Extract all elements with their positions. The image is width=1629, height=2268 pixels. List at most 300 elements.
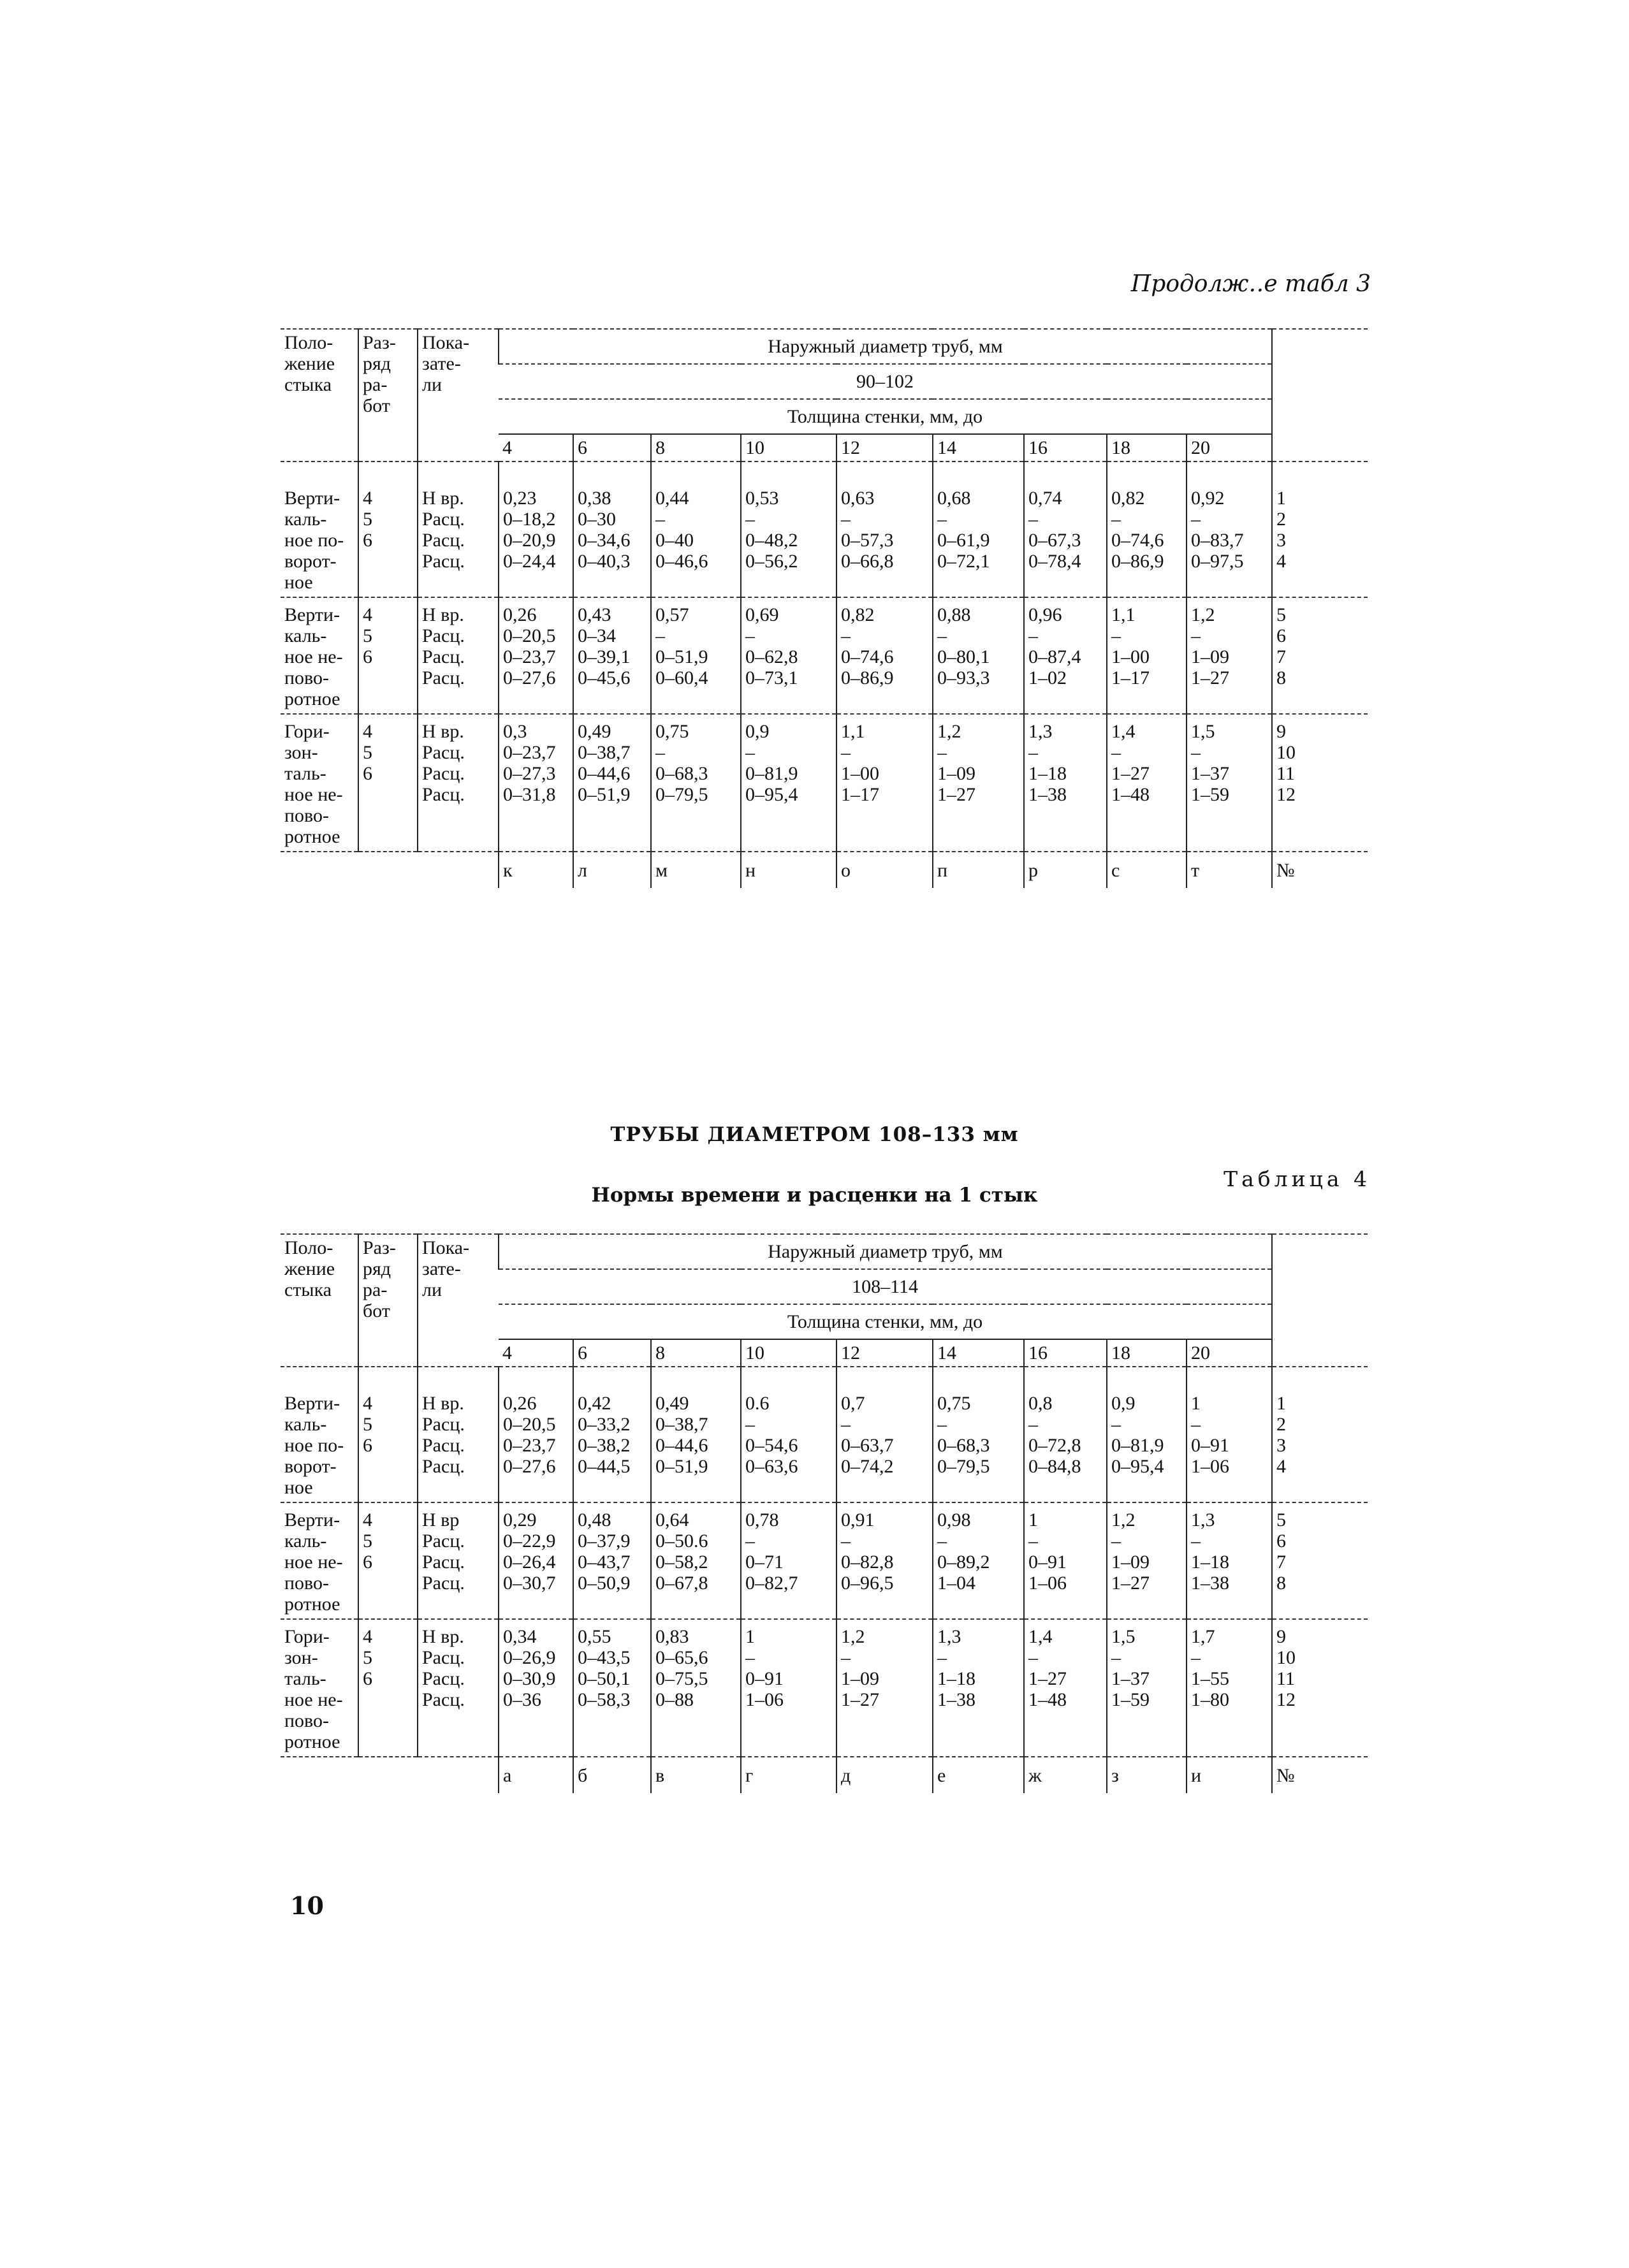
table-cell-line: 1–59 bbox=[1111, 1689, 1150, 1710]
header-position-line: стыка bbox=[284, 1279, 332, 1300]
table-cell-line: – bbox=[1028, 742, 1038, 763]
table-cell-line: 1,3 bbox=[1191, 1509, 1215, 1530]
joint-position-line: ное не- bbox=[284, 1689, 343, 1710]
table-cell-line: 0,82 bbox=[841, 604, 875, 625]
table-cell-line: 1–48 bbox=[1111, 784, 1150, 805]
table-cell-line: 0,43 bbox=[578, 604, 611, 625]
table-cell-line: 0,75 bbox=[655, 721, 689, 742]
work-grade-line: 4 bbox=[363, 488, 372, 509]
header-grade-line: Раз- bbox=[363, 332, 396, 353]
column-letter: р bbox=[1024, 852, 1107, 888]
header-grade-line: ра- bbox=[363, 1279, 388, 1300]
table-cell-line: 0–73,1 bbox=[745, 667, 798, 688]
table-cell-line: 0,74 bbox=[1028, 488, 1062, 509]
table-cell-line: 0–80,1 bbox=[937, 646, 990, 667]
joint-position-line: ротное bbox=[284, 688, 340, 709]
table-cell-line: 1–18 bbox=[937, 1668, 975, 1689]
header-position bbox=[281, 329, 358, 462]
table-cell-line: 0–36 bbox=[503, 1689, 541, 1710]
indicator bbox=[418, 714, 499, 852]
table-cell bbox=[1107, 597, 1187, 714]
table-cell-line: – bbox=[841, 742, 851, 763]
table-cell-line: 0–71 bbox=[745, 1552, 784, 1573]
table-cell-line: 0,92 bbox=[1191, 488, 1225, 509]
thickness-col-header: 16 bbox=[1024, 434, 1107, 462]
indicator bbox=[418, 1367, 499, 1502]
table-cell-line: 0–50,1 bbox=[578, 1668, 631, 1689]
header-indicators-line: зате- bbox=[422, 1258, 461, 1279]
table-cell-line: 1 bbox=[745, 1626, 755, 1647]
table-cell bbox=[573, 597, 651, 714]
header-indicators bbox=[418, 1234, 499, 1367]
work-grade bbox=[358, 714, 418, 852]
table-cell-line: 0,98 bbox=[937, 1509, 971, 1530]
table-cell bbox=[1107, 714, 1187, 852]
table-cell-line: – bbox=[1191, 1647, 1201, 1668]
header-indicators-line: ли bbox=[422, 1279, 442, 1300]
work-grade bbox=[358, 462, 418, 597]
table-cell-line: 0–86,9 bbox=[841, 667, 894, 688]
table-cell-line: 0–39,1 bbox=[578, 646, 631, 667]
table-cell-line: 0–43,5 bbox=[578, 1647, 631, 1668]
table-cell-line: – bbox=[937, 742, 947, 763]
table-row bbox=[281, 1502, 1368, 1619]
table-cell-line: 0–83,7 bbox=[1191, 530, 1244, 551]
table-cell bbox=[933, 597, 1024, 714]
work-grade-line: 6 bbox=[363, 1435, 372, 1456]
row-number-line: 8 bbox=[1276, 1573, 1287, 1594]
table-cell-line: – bbox=[1191, 1414, 1201, 1435]
table-cell bbox=[1107, 462, 1187, 597]
table-cell bbox=[1024, 597, 1107, 714]
number-sign: № bbox=[1272, 852, 1368, 888]
work-grade-line: 4 bbox=[363, 1393, 372, 1414]
indicator-line: Расц. bbox=[422, 784, 465, 805]
table-cell-line: – bbox=[937, 625, 947, 646]
table-cell bbox=[651, 714, 741, 852]
table-cell bbox=[1187, 462, 1272, 597]
table-cell bbox=[1024, 462, 1107, 597]
thickness-col-header: 10 bbox=[741, 434, 836, 462]
table-cell-line: – bbox=[1028, 1530, 1038, 1552]
table-cell bbox=[573, 1502, 651, 1619]
thickness-col-header: 4 bbox=[499, 1339, 573, 1367]
row-number-line: 11 bbox=[1276, 763, 1295, 784]
indicator-line: Расц. bbox=[422, 530, 465, 551]
thickness-col-header: 16 bbox=[1024, 1339, 1107, 1367]
work-grade-line: 4 bbox=[363, 604, 372, 625]
table-cell-line: 0–27,3 bbox=[503, 763, 556, 784]
table-cell-line: 0–88 bbox=[655, 1689, 694, 1710]
joint-position-line: зон- bbox=[284, 1647, 318, 1668]
table-cell-line: 0–38,2 bbox=[578, 1435, 631, 1456]
table-cell-line: 0–26,9 bbox=[503, 1647, 556, 1668]
table-cell-line: 0–72,1 bbox=[937, 551, 990, 572]
table-cell-line: 0–68,3 bbox=[937, 1435, 990, 1456]
joint-position-line: каль- bbox=[284, 625, 327, 646]
table-cell-line: 0–89,2 bbox=[937, 1552, 990, 1573]
table-cell-line: 0–40,3 bbox=[578, 551, 631, 572]
table-cell-line: 0–22,9 bbox=[503, 1530, 556, 1552]
table-cell bbox=[933, 1619, 1024, 1757]
section-title: ТРУБЫ ДИАМЕТРОМ 108–133 мм bbox=[610, 1123, 1019, 1146]
table-cell-line: 0–26,4 bbox=[503, 1552, 556, 1573]
table-cell-line: 0–44,6 bbox=[578, 763, 631, 784]
row-number-line: 1 bbox=[1276, 1393, 1287, 1414]
column-letter: ж bbox=[1024, 1757, 1107, 1793]
table-cell-line: 0–48,2 bbox=[745, 530, 798, 551]
table-cell-line: 0–24,4 bbox=[503, 551, 556, 572]
row-number-line: 10 bbox=[1276, 1647, 1296, 1668]
table-cell-line: 0–84,8 bbox=[1028, 1456, 1081, 1477]
table-cell-line: 0–91 bbox=[1191, 1435, 1229, 1456]
table-cell-line: 1–55 bbox=[1191, 1668, 1229, 1689]
indicator-line: Расц. bbox=[422, 1647, 465, 1668]
joint-position-line: Верти- bbox=[284, 1509, 340, 1530]
row-number bbox=[1272, 1502, 1368, 1619]
table-cell-line: 1,3 bbox=[1028, 721, 1053, 742]
column-letter: л bbox=[573, 852, 651, 888]
table-cell-line: 1–48 bbox=[1028, 1689, 1067, 1710]
table-cell-line: 0–82,8 bbox=[841, 1552, 894, 1573]
row-number-line: 8 bbox=[1276, 667, 1287, 688]
table-cell-line: – bbox=[841, 625, 851, 646]
blank-cell bbox=[281, 1757, 358, 1793]
thickness-col-header: 12 bbox=[836, 1339, 933, 1367]
table-cell-line: 1–37 bbox=[1111, 1668, 1150, 1689]
column-letter: г bbox=[741, 1757, 836, 1793]
table-row bbox=[281, 1367, 1368, 1502]
table-cell-line: 1–09 bbox=[937, 763, 975, 784]
table-cell-line: 0–23,7 bbox=[503, 1435, 556, 1456]
joint-position-line: ное не- bbox=[284, 784, 343, 805]
work-grade bbox=[358, 1367, 418, 1502]
indicator-line: Расц. bbox=[422, 509, 465, 530]
table-cell-line: 0–79,5 bbox=[937, 1456, 990, 1477]
table-cell-line: 0–27,6 bbox=[503, 1456, 556, 1477]
indicator-line: Расц. bbox=[422, 625, 465, 646]
table-cell-line: 1,4 bbox=[1028, 1626, 1053, 1647]
table-cell-line: 0,42 bbox=[578, 1393, 611, 1414]
table-row bbox=[281, 462, 1368, 597]
table-cell bbox=[836, 462, 933, 597]
table-cell-line: – bbox=[841, 1414, 851, 1435]
row-number-line: 4 bbox=[1276, 551, 1287, 572]
joint-position-line: таль- bbox=[284, 1668, 326, 1689]
work-grade bbox=[358, 1502, 418, 1619]
table-cell bbox=[1024, 1619, 1107, 1757]
table-cell bbox=[499, 1619, 573, 1757]
header-indicators bbox=[418, 329, 499, 462]
table-cell-line: 1 bbox=[1191, 1393, 1201, 1414]
column-letter: с bbox=[1107, 852, 1187, 888]
row-number-line: 3 bbox=[1276, 1435, 1287, 1456]
table-cell-line: 1,3 bbox=[937, 1626, 961, 1647]
header-blank bbox=[1272, 329, 1368, 462]
table-cell-line: – bbox=[937, 1530, 947, 1552]
row-group bbox=[281, 462, 1368, 597]
table-cell-line: 0–40 bbox=[655, 530, 694, 551]
table-cell-line: 0–23,7 bbox=[503, 742, 556, 763]
joint-position-line: пово- bbox=[284, 667, 330, 688]
indicator-line: Расц. bbox=[422, 1552, 465, 1573]
table-cell-line: 0–57,3 bbox=[841, 530, 894, 551]
header-grade-line: ра- bbox=[363, 374, 388, 395]
header-position-line: стыка bbox=[284, 374, 332, 395]
table-cell-line: – bbox=[937, 1414, 947, 1435]
joint-position bbox=[281, 714, 358, 852]
header-position-line: жение bbox=[284, 353, 335, 374]
table-cell-line: 0–97,5 bbox=[1191, 551, 1244, 572]
row-number-line: 2 bbox=[1276, 509, 1287, 530]
table-cell-line: 0,9 bbox=[745, 721, 770, 742]
blank-cell bbox=[418, 852, 499, 888]
joint-position-line: каль- bbox=[284, 1414, 327, 1435]
table-cell bbox=[1187, 714, 1272, 852]
joint-position-line: ное не- bbox=[284, 646, 343, 667]
table-cell-line: 0–30 bbox=[578, 509, 616, 530]
table-cell-line: – bbox=[745, 1414, 755, 1435]
table-cell-line: 0,38 bbox=[578, 488, 611, 509]
header-diameter-range: 108–114 bbox=[499, 1269, 1272, 1304]
table-cell-line: 0–87,4 bbox=[1028, 646, 1081, 667]
thickness-col-header: 20 bbox=[1187, 1339, 1272, 1367]
table-cell-line: 0–20,9 bbox=[503, 530, 556, 551]
table-cell-line: 1–00 bbox=[1111, 646, 1150, 667]
thickness-col-header: 18 bbox=[1107, 1339, 1187, 1367]
work-grade-line: 5 bbox=[363, 509, 372, 530]
blank-cell bbox=[358, 852, 418, 888]
indicator-line: Расц. bbox=[422, 742, 465, 763]
joint-position-line: ротное bbox=[284, 1731, 340, 1752]
table-cell-line: 1–09 bbox=[841, 1668, 879, 1689]
table-cell-line: 1–80 bbox=[1191, 1689, 1229, 1710]
column-letter: и bbox=[1187, 1757, 1272, 1793]
work-grade-line: 6 bbox=[363, 763, 372, 784]
indicator-line: Н вр bbox=[422, 1509, 460, 1530]
table-cell bbox=[836, 1502, 933, 1619]
work-grade-line: 5 bbox=[363, 625, 372, 646]
table-cell-line: 1–59 bbox=[1191, 784, 1229, 805]
table-row bbox=[281, 714, 1368, 852]
table-cell-line: 0,63 bbox=[841, 488, 875, 509]
row-number-line: 4 bbox=[1276, 1456, 1287, 1477]
table-cell-line: – bbox=[745, 509, 755, 530]
joint-position-line: каль- bbox=[284, 1530, 327, 1552]
work-grade-line: 4 bbox=[363, 1509, 372, 1530]
table-cell bbox=[573, 714, 651, 852]
table-cell bbox=[1024, 1367, 1107, 1502]
table-cell-line: – bbox=[1191, 509, 1201, 530]
table-row bbox=[281, 1619, 1368, 1757]
indicator bbox=[418, 1619, 499, 1757]
thickness-col-header: 10 bbox=[741, 1339, 836, 1367]
row-number bbox=[1272, 462, 1368, 597]
thickness-col-header: 6 bbox=[573, 1339, 651, 1367]
joint-position-line: Гори- bbox=[284, 721, 330, 742]
table-cell-line: 0–61,9 bbox=[937, 530, 990, 551]
table-cell-line: 0–34 bbox=[578, 625, 616, 646]
table-cell bbox=[741, 1502, 836, 1619]
table-cell-line: 1–27 bbox=[1191, 667, 1229, 688]
work-grade-line: 5 bbox=[363, 742, 372, 763]
table-cell-line: 0.6 bbox=[745, 1393, 770, 1414]
table-cell-line: – bbox=[841, 1530, 851, 1552]
number-sign: № bbox=[1272, 1757, 1368, 1793]
table-cell bbox=[499, 462, 573, 597]
table-cell-line: 0,44 bbox=[655, 488, 689, 509]
table-cell-line: 0–58,3 bbox=[578, 1689, 631, 1710]
thickness-col-header: 14 bbox=[933, 434, 1024, 462]
table-cell-line: 1–00 bbox=[841, 763, 879, 784]
joint-position-line: зон- bbox=[284, 742, 318, 763]
joint-position-line: Гори- bbox=[284, 1626, 330, 1647]
table-cell bbox=[836, 1619, 933, 1757]
row-number bbox=[1272, 1619, 1368, 1757]
table-cell-line: 1 bbox=[1028, 1509, 1038, 1530]
table-cell-line: – bbox=[1111, 625, 1121, 646]
table-cell-line: 0,49 bbox=[578, 721, 611, 742]
table-cell-line: 0,88 bbox=[937, 604, 971, 625]
table-cell-line: 1–04 bbox=[937, 1573, 975, 1594]
work-grade-line: 5 bbox=[363, 1530, 372, 1552]
table-cell-line: 0–93,3 bbox=[937, 667, 990, 688]
table-cell-line: 0,91 bbox=[841, 1509, 875, 1530]
row-number bbox=[1272, 597, 1368, 714]
table-cell-line: 1,5 bbox=[1111, 1626, 1136, 1647]
table-cell bbox=[933, 1367, 1024, 1502]
table-cell-line: 0–79,5 bbox=[655, 784, 708, 805]
table-cell-line: 0–34,6 bbox=[578, 530, 631, 551]
table-cell-line: – bbox=[1028, 1647, 1038, 1668]
table-cell-line: – bbox=[937, 509, 947, 530]
header-position-line: Поло- bbox=[284, 1237, 333, 1258]
continuation-caption: Продолж․․е табл 3 bbox=[1130, 271, 1371, 297]
table-cell-line: 0–95,4 bbox=[1111, 1456, 1164, 1477]
table-cell bbox=[573, 1619, 651, 1757]
table-cell bbox=[741, 462, 836, 597]
table-cell-line: 1,5 bbox=[1191, 721, 1215, 742]
table-cell-line: 0,23 bbox=[503, 488, 537, 509]
table-cell-line: 0–74,6 bbox=[841, 646, 894, 667]
indicator-line: Н вр. bbox=[422, 1393, 464, 1414]
table-cell-line: 1–17 bbox=[1111, 667, 1150, 688]
row-number-line: 10 bbox=[1276, 742, 1296, 763]
table-cell-line: 0–81,9 bbox=[1111, 1435, 1164, 1456]
table-cell-line: 0–38,7 bbox=[578, 742, 631, 763]
table-cell-line: 0–78,4 bbox=[1028, 551, 1081, 572]
table-cell-line: 0–51,9 bbox=[578, 784, 631, 805]
table-cell-line: 1,2 bbox=[937, 721, 961, 742]
table-cell bbox=[1024, 714, 1107, 852]
table-cell-line: 0–65,6 bbox=[655, 1647, 708, 1668]
table-cell-line: 0,75 bbox=[937, 1393, 971, 1414]
row-number-line: 7 bbox=[1276, 1552, 1287, 1573]
table-cell-line: 0,83 bbox=[655, 1626, 689, 1647]
table-cell-line: 0–23,7 bbox=[503, 646, 556, 667]
indicator-line: Расц. bbox=[422, 1414, 465, 1435]
table-cell-line: 1–38 bbox=[1191, 1573, 1229, 1594]
row-number-line: 9 bbox=[1276, 1626, 1287, 1647]
table-cell-line: 0–74,2 bbox=[841, 1456, 894, 1477]
table-cell-line: 0–63,6 bbox=[745, 1456, 798, 1477]
table-cell bbox=[651, 1502, 741, 1619]
joint-position-line: Верти- bbox=[284, 604, 340, 625]
table-cell-line: 1–06 bbox=[745, 1689, 784, 1710]
joint-position bbox=[281, 462, 358, 597]
table-cell-line: 0–38,7 bbox=[655, 1414, 708, 1435]
indicator bbox=[418, 1502, 499, 1619]
table-cell bbox=[1187, 1367, 1272, 1502]
row-number-line: 6 bbox=[1276, 1530, 1287, 1552]
table-cell-line: 0–20,5 bbox=[503, 625, 556, 646]
table-cell-line: 0,55 bbox=[578, 1626, 611, 1647]
table-cell bbox=[1107, 1619, 1187, 1757]
table-cell bbox=[741, 597, 836, 714]
row-group bbox=[281, 1502, 1368, 1619]
table-cell bbox=[651, 597, 741, 714]
joint-position-line: таль- bbox=[284, 763, 326, 784]
row-number-line: 12 bbox=[1276, 1689, 1296, 1710]
header-position bbox=[281, 1234, 358, 1367]
row-number-line: 3 bbox=[1276, 530, 1287, 551]
table-cell-line: 1,1 bbox=[1111, 604, 1136, 625]
indicator-line: Расц. bbox=[422, 1456, 465, 1477]
table-cell bbox=[499, 1502, 573, 1619]
table-cell-line: 0–20,5 bbox=[503, 1414, 556, 1435]
table-cell bbox=[651, 1619, 741, 1757]
header-wall-thickness: Толщина стенки, мм, до bbox=[499, 399, 1272, 434]
table-cell-line: 1–18 bbox=[1191, 1552, 1229, 1573]
table-cell-line: 0–56,2 bbox=[745, 551, 798, 572]
column-letter: к bbox=[499, 852, 573, 888]
joint-position-line: Верти- bbox=[284, 1393, 340, 1414]
table-cell-line: – bbox=[841, 509, 851, 530]
joint-position-line: каль- bbox=[284, 509, 327, 530]
indicator-line: Расц. bbox=[422, 1435, 465, 1456]
table-cell-line: 0–44,6 bbox=[655, 1435, 708, 1456]
table-cell-line: – bbox=[1028, 509, 1038, 530]
table-cell-line: – bbox=[745, 625, 755, 646]
table-cell-line: 1,2 bbox=[1111, 1509, 1136, 1530]
indicator-line: Расц. bbox=[422, 1573, 465, 1594]
indicator-line: Н вр. bbox=[422, 604, 464, 625]
column-letter: з bbox=[1107, 1757, 1187, 1793]
table-cell-line: 1–06 bbox=[1191, 1456, 1229, 1477]
header-outer-diameter: Наружный диаметр труб, мм bbox=[499, 1234, 1272, 1269]
joint-position bbox=[281, 1367, 358, 1502]
header-indicators-line: Пока- bbox=[422, 332, 470, 353]
table-cell-line: 0–66,8 bbox=[841, 551, 894, 572]
work-grade-line: 6 bbox=[363, 1552, 372, 1573]
table-cell bbox=[933, 1502, 1024, 1619]
table-cell-line: 0,68 bbox=[937, 488, 971, 509]
table-cell-line: 0–51,9 bbox=[655, 646, 708, 667]
blank-cell bbox=[281, 852, 358, 888]
indicator bbox=[418, 597, 499, 714]
table-cell-line: 0,8 bbox=[1028, 1393, 1053, 1414]
table-cell-line: – bbox=[1028, 625, 1038, 646]
row-number-line: 5 bbox=[1276, 604, 1287, 625]
table-cell-line: 0,3 bbox=[503, 721, 527, 742]
column-letter: а bbox=[499, 1757, 573, 1793]
table-cell-line: 0–60,4 bbox=[655, 667, 708, 688]
table-cell-line: 0–30,7 bbox=[503, 1573, 556, 1594]
work-grade-line: 6 bbox=[363, 530, 372, 551]
column-letter: б bbox=[573, 1757, 651, 1793]
joint-position bbox=[281, 597, 358, 714]
header-grade-line: бот bbox=[363, 395, 390, 416]
